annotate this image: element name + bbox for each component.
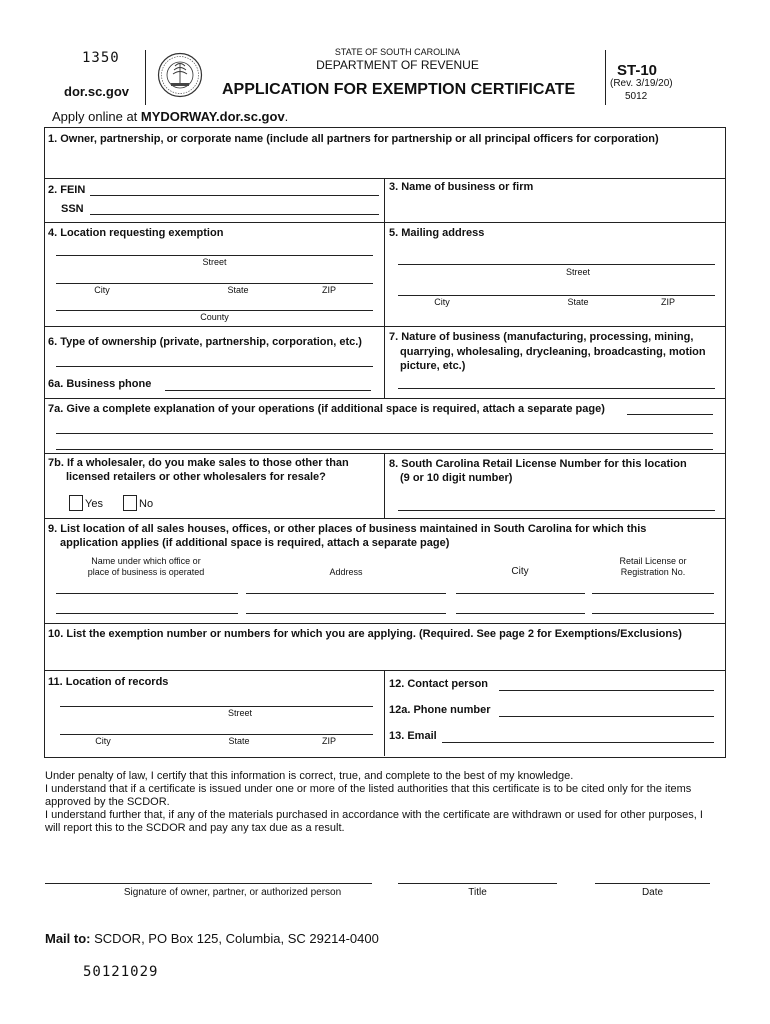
- retail-license-label-1: 8. South Carolina Retail License Number for this location: [389, 458, 687, 470]
- apply-online-link[interactable]: MYDORWAY.dor.sc.gov: [140, 109, 285, 124]
- col-city-caption: City: [511, 566, 529, 577]
- signature-field[interactable]: [45, 883, 372, 884]
- location-city-field-2[interactable]: [456, 613, 585, 614]
- records-zip-caption: ZIP: [321, 736, 336, 746]
- records-state-caption: State: [228, 736, 250, 746]
- location-name-field-2[interactable]: [56, 613, 238, 614]
- col-license-caption-2: Registration No.: [620, 567, 686, 577]
- col-name-caption-1: Name under which office or: [91, 556, 201, 566]
- location-zip-caption: ZIP: [321, 285, 336, 295]
- operations-field-3[interactable]: [56, 449, 713, 450]
- owner-name-label: 1. Owner, partnership, or corporate name (include all partners for partnership or all principal officers for corporation): [48, 133, 659, 145]
- mailing-city-state-zip-field[interactable]: [398, 295, 715, 296]
- revision-code: 5012: [625, 91, 648, 102]
- yes-label: Yes: [85, 498, 103, 510]
- records-location-label: 11. Location of records: [48, 676, 169, 688]
- operations-field-1[interactable]: [627, 414, 713, 415]
- records-street-field[interactable]: [60, 706, 373, 707]
- business-phone-field[interactable]: [165, 390, 371, 391]
- contact-person-field[interactable]: [499, 690, 714, 691]
- exemption-numbers-label: 10. List the exemption number or numbers for which you are applying. (Required. See page 2 for Exemptions/Exclusions): [48, 628, 682, 640]
- location-city-state-zip-field[interactable]: [56, 283, 373, 284]
- title-caption: Title: [468, 887, 487, 898]
- mail-to-label: Mail to:: [45, 931, 91, 946]
- location-name-field-1[interactable]: [56, 593, 238, 594]
- fein-label: 2. FEIN: [48, 184, 86, 196]
- header-divider: [145, 50, 146, 105]
- business-name-field[interactable]: [389, 195, 719, 220]
- apply-online: Apply online at MYDORWAY.dor.sc.gov.: [52, 109, 289, 124]
- location-label: 4. Location requesting exemption: [48, 227, 224, 239]
- retail-license-field[interactable]: [398, 510, 715, 511]
- signature-caption: Signature of owner, partner, or authorized person: [123, 887, 342, 898]
- department-name: DEPARTMENT OF REVENUE: [316, 58, 479, 72]
- email-label: 13. Email: [389, 730, 437, 742]
- form-number: ST-10: [617, 62, 658, 79]
- ssn-label: SSN: [61, 203, 84, 215]
- no-label: No: [139, 498, 154, 510]
- mailing-state-caption: State: [567, 297, 589, 307]
- title-field[interactable]: [398, 883, 557, 884]
- location-county-field[interactable]: [56, 310, 373, 311]
- location-street-field[interactable]: [56, 255, 373, 256]
- mail-to-address: SCDOR, PO Box 125, Columbia, SC 29214-0400: [94, 931, 379, 946]
- mailing-city-caption: City: [434, 297, 450, 307]
- state-seal-icon: [157, 52, 203, 98]
- mail-to: [45, 931, 379, 946]
- col-address-caption: Address: [329, 567, 363, 577]
- form-code: 1350: [82, 50, 120, 66]
- location-city-caption: City: [94, 285, 110, 295]
- wholesaler-question-2: licensed retailers or other wholesalers for resale?: [66, 471, 326, 483]
- email-field[interactable]: [442, 742, 714, 743]
- location-city-field-1[interactable]: [456, 593, 585, 594]
- date-caption: Date: [641, 887, 664, 898]
- state-name: STATE OF SOUTH CAROLINA: [334, 47, 461, 57]
- certification-text: Under penalty of law, I certify that this information is correct, true, and complete to the best of my knowledge. I understand that if a certificate is issued under one or more of the listed authorities that this certificate is to be cited only for the items approved by the SCDOR. I understand further that, if any of the materials purchased in accordance with the certificate are withdrawn or used for other purposes, I will report this to the SCDOR and pay any tax due as a result.: [45, 770, 703, 834]
- location-state-caption: State: [227, 285, 249, 295]
- mailing-street-field[interactable]: [398, 264, 715, 265]
- mailing-zip-caption: ZIP: [660, 297, 675, 307]
- col-license-caption-1: Retail License or: [619, 556, 687, 566]
- mailing-address-label: 5. Mailing address: [389, 227, 485, 239]
- contact-person-label: 12. Contact person: [389, 678, 489, 690]
- location-address-field-2[interactable]: [246, 613, 446, 614]
- fein-field[interactable]: [90, 195, 379, 196]
- sales-locations-label-2: application applies (if additional space is required, attach a separate page): [60, 537, 450, 549]
- phone-number-field[interactable]: [499, 716, 714, 717]
- business-name-label: 3. Name of business or firm: [389, 181, 534, 193]
- operations-field-2[interactable]: [56, 433, 713, 434]
- location-street-caption: Street: [202, 257, 227, 267]
- location-license-field-2[interactable]: [592, 613, 714, 614]
- exemption-numbers-field[interactable]: [48, 643, 718, 667]
- form-title: APPLICATION FOR EXEMPTION CERTIFICATE: [222, 81, 576, 98]
- owner-name-field[interactable]: [48, 148, 718, 176]
- ownership-type-field[interactable]: [56, 366, 373, 367]
- location-license-field-1[interactable]: [592, 593, 714, 594]
- date-field[interactable]: [595, 883, 710, 884]
- wholesaler-question-1: 7b. If a wholesaler, do you make sales to those other than: [48, 457, 349, 469]
- operations-explanation-label: 7a. Give a complete explanation of your operations (if additional space is required, attach a separate page): [48, 403, 605, 415]
- retail-license-label-2: (9 or 10 digit number): [400, 472, 513, 484]
- business-phone-label: 6a. Business phone: [48, 378, 152, 390]
- sales-locations-label-1: 9. List location of all sales houses, offices, or other places of business maintained in South Carolina for which this: [48, 523, 647, 535]
- col-name-caption-2: place of business is operated: [87, 567, 205, 577]
- header-divider-right: [605, 50, 606, 105]
- location-address-field-1[interactable]: [246, 593, 446, 594]
- website: dor.sc.gov: [64, 84, 130, 99]
- nature-of-business-label-3: picture, etc.): [400, 360, 466, 372]
- location-county-caption: County: [200, 312, 229, 322]
- records-city-state-zip-field[interactable]: [60, 734, 373, 735]
- phone-number-label: 12a. Phone number: [389, 704, 491, 716]
- nature-of-business-label-2: quarrying, wholesaling, drycleaning, broadcasting, motion: [400, 346, 706, 358]
- nature-of-business-field[interactable]: [398, 388, 715, 389]
- records-city-caption: City: [95, 736, 111, 746]
- yes-checkbox[interactable]: [69, 495, 83, 511]
- mailing-street-caption: Street: [565, 267, 590, 277]
- barcode-number: 50121029: [83, 964, 159, 980]
- ownership-type-label: 6. Type of ownership (private, partnership, corporation, etc.): [48, 336, 362, 348]
- revision-date: (Rev. 3/19/20): [610, 78, 673, 89]
- records-street-caption: Street: [227, 708, 252, 718]
- nature-of-business-label-1: 7. Nature of business (manufacturing, processing, mining,: [389, 331, 694, 343]
- no-checkbox[interactable]: [123, 495, 137, 511]
- ssn-field[interactable]: [90, 214, 379, 215]
